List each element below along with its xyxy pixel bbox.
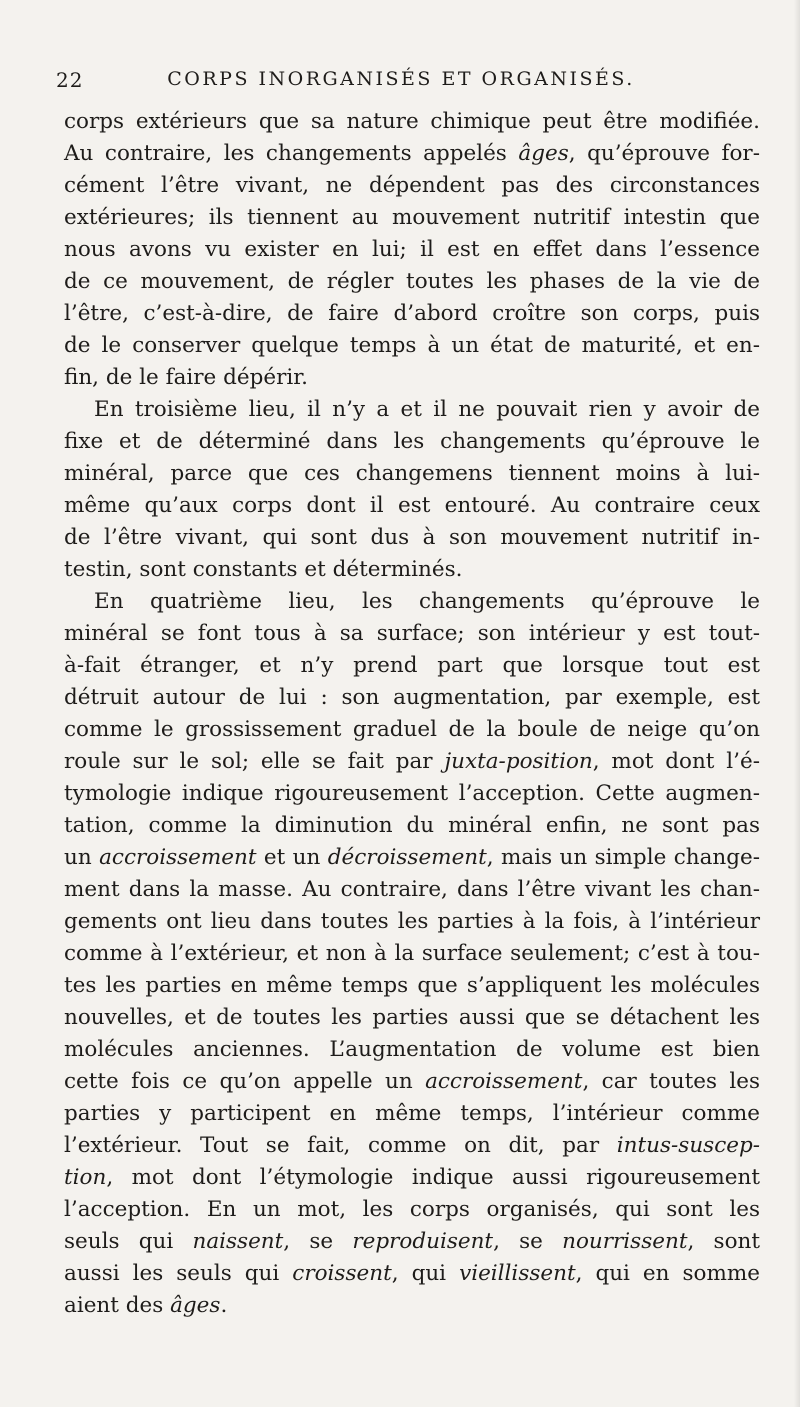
italic-term: nourrissent	[562, 1229, 688, 1254]
text-line	[64, 938, 760, 970]
italic-term: âges	[518, 141, 569, 166]
text-line	[64, 1290, 760, 1322]
text-segment: parties y participent en même temps, l’intérieur comme	[64, 1101, 760, 1126]
text-line	[64, 106, 760, 138]
text-segment: nous avons vu exister en lui; il est en effet dans l’essence	[64, 237, 760, 262]
text-segment: minéral se font tous à sa surface; son intérieur y est tout-	[64, 621, 760, 646]
text-segment: tymologie indique rigoureusement l’acception. Cette augmen-	[64, 781, 760, 806]
italic-term: accroissement	[99, 845, 257, 870]
text-segment: gements ont lieu dans toutes les parties à la fois, à l’intérieur	[64, 909, 760, 934]
text-segment: comme le grossissement graduel de la boule de neige qu’on	[64, 717, 760, 742]
text-line	[64, 298, 760, 330]
text-segment: cément l’être vivant, ne dépendent pas des circonstances	[64, 173, 760, 198]
italic-term: vieillissent	[459, 1261, 576, 1286]
text-segment: et un	[256, 845, 328, 870]
text-line	[64, 522, 760, 554]
italic-term: décroissement	[327, 845, 487, 870]
text-segment: roule sur le sol; elle se fait par	[64, 749, 445, 774]
text-segment: fin, de le faire dépérir.	[64, 365, 308, 390]
text-segment: , qui en somme	[575, 1261, 760, 1286]
text-segment: ment dans la masse. Au contraire, dans l’être vivant les chan-	[64, 877, 760, 902]
text-line	[64, 586, 760, 618]
italic-term: naissent	[192, 1229, 284, 1254]
text-line	[64, 554, 760, 586]
text-segment: aussi les seuls qui	[64, 1261, 293, 1286]
text-line	[64, 490, 760, 522]
text-segment: , sont	[687, 1229, 760, 1254]
text-segment: un	[64, 845, 100, 870]
text-segment: Au contraire, les changements appelés	[64, 141, 519, 166]
text-line	[64, 234, 760, 266]
text-segment: tation, comme la diminution du minéral enfin, ne sont pas	[64, 813, 760, 838]
text-segment: fixe et de déterminé dans les changements qu’éprouve le	[64, 429, 760, 454]
text-segment: de le conserver quelque temps à un état de maturité, et en-	[64, 333, 760, 358]
italic-term: reproduisent	[352, 1229, 494, 1254]
text-segment: , qu’éprouve for-	[568, 141, 760, 166]
text-segment: aient des	[64, 1293, 171, 1318]
text-segment: extérieures; ils tiennent au mouvement nutritif intestin que	[64, 205, 760, 230]
body-text	[64, 106, 760, 1322]
text-line	[64, 330, 760, 362]
text-segment: , mot dont l’étymologie indique aussi rigoureusement	[106, 1165, 760, 1190]
text-line	[64, 394, 760, 426]
italic-term: âges	[170, 1293, 221, 1318]
text-line	[64, 1098, 760, 1130]
text-segment: cette fois ce qu’on appelle un	[64, 1069, 426, 1094]
text-segment: comme à l’extérieur, et non à la surface seulement; c’est à tou-	[64, 941, 760, 966]
text-line	[64, 1226, 760, 1258]
text-line	[64, 970, 760, 1002]
text-line	[64, 1066, 760, 1098]
running-title: CORPS INORGANISÉS ET ORGANISÉS.	[167, 68, 635, 90]
text-line	[64, 810, 760, 842]
text-segment: même qu’aux corps dont il est entouré. Au contraire ceux	[64, 493, 760, 518]
text-segment: , se	[283, 1229, 353, 1254]
page-edge-shadow	[794, 0, 800, 1407]
text-line	[64, 906, 760, 938]
text-line	[64, 874, 760, 906]
text-line	[64, 1162, 760, 1194]
text-line	[64, 1034, 760, 1066]
text-segment: , se	[493, 1229, 563, 1254]
text-segment: de ce mouvement, de régler toutes les phases de la vie de	[64, 269, 760, 294]
text-segment: , mot dont l’é-	[592, 749, 761, 774]
text-segment: minéral, parce que ces changemens tiennent moins à lui-	[64, 461, 760, 486]
text-segment: détruit autour de lui : son augmentation, par exemple, est	[64, 685, 760, 710]
text-line	[64, 1258, 760, 1290]
text-line	[64, 170, 760, 202]
text-segment: En quatrième lieu, les changements qu’éprouve le	[94, 589, 760, 614]
text-line	[64, 746, 760, 778]
text-segment: l’acception. En un mot, les corps organisés, qui sont les	[64, 1197, 760, 1222]
page-header	[56, 68, 746, 98]
text-line	[64, 458, 760, 490]
text-segment: tes les parties en même temps que s’appliquent les molécules	[64, 973, 760, 998]
italic-term: accroissement	[425, 1069, 583, 1094]
page-number: 22	[56, 68, 84, 92]
text-segment: nouvelles, et de toutes les parties aussi que se détachent les	[64, 1005, 760, 1030]
text-segment: testin, sont constants et déterminés.	[64, 557, 463, 582]
text-segment: de l’être vivant, qui sont dus à son mouvement nutritif in-	[64, 525, 760, 550]
text-line	[64, 842, 760, 874]
text-segment: , car toutes les	[582, 1069, 761, 1094]
text-line	[64, 426, 760, 458]
text-line	[64, 362, 760, 394]
text-segment: corps extérieurs que sa nature chimique peut être modifiée.	[64, 109, 760, 134]
text-line	[64, 778, 760, 810]
text-segment: seuls qui	[64, 1229, 193, 1254]
text-segment: En troisième lieu, il n’y a et il ne pouvait rien y avoir de	[94, 397, 760, 422]
text-segment: molécules anciennes. L’augmentation de volume est bien	[64, 1037, 760, 1062]
text-segment: , qui	[391, 1261, 460, 1286]
italic-term: juxta-position	[444, 749, 593, 774]
text-line	[64, 682, 760, 714]
text-line	[64, 1002, 760, 1034]
text-line	[64, 618, 760, 650]
text-segment: à-fait étranger, et n’y prend part que lorsque tout est	[64, 653, 760, 678]
text-line	[64, 266, 760, 298]
text-segment: , mais un simple change-	[486, 845, 760, 870]
italic-term: intus-suscep-	[616, 1133, 760, 1158]
italic-term: croissent	[292, 1261, 392, 1286]
text-line	[64, 1130, 760, 1162]
text-line	[64, 714, 760, 746]
text-segment: .	[220, 1293, 228, 1318]
text-line	[64, 1194, 760, 1226]
text-segment: l’extérieur. Tout se fait, comme on dit, par	[64, 1133, 617, 1158]
text-line	[64, 138, 760, 170]
text-segment: l’être, c’est-à-dire, de faire d’abord croître son corps, puis	[64, 301, 760, 326]
italic-term: tion	[64, 1165, 107, 1190]
text-line	[64, 650, 760, 682]
text-line	[64, 202, 760, 234]
